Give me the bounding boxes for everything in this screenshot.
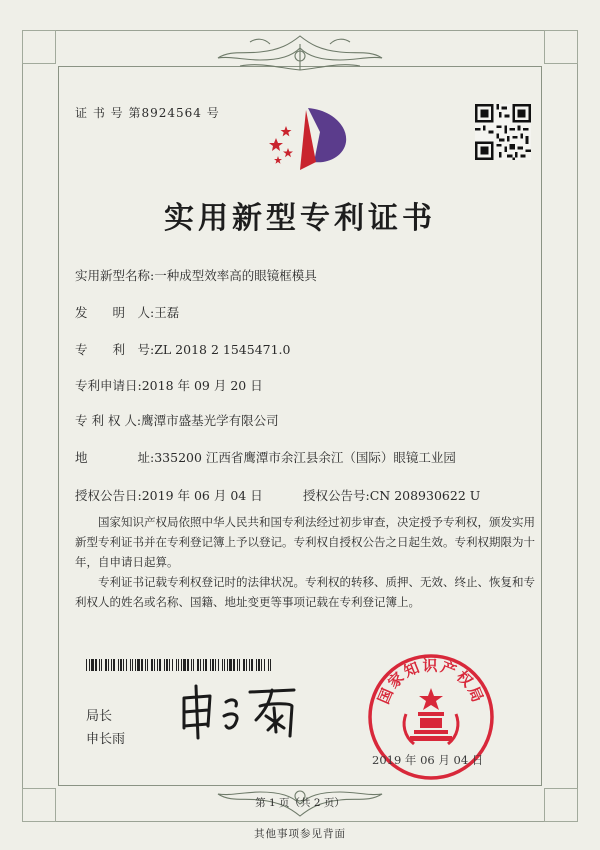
certificate-title: 实用新型专利证书 [164,201,436,236]
field-value: 鹰潭市盛基光学有限公司 [141,413,279,428]
seal-date: 2019 年 06 月 04 日 [372,753,484,767]
signatory-name: 申长雨 [86,732,126,747]
body-paragraph-1: 国家知识产权局依照中华人民共和国专利法经过初步审查，决定授予专利权，颁发实用新型专利证书并在专利登记簿上予以登记。专利权自授权公告之日起生效。专利权期限为十年，自申请日起算。 [75,515,535,569]
barcode-icon [86,659,274,671]
field-patent-number [75,340,291,358]
footer-note: 其他事项参见背面 [254,828,346,840]
certificate-number: 证 书 号 第8924564 号 [75,106,220,120]
field-label: 授权公告日: [75,488,142,503]
field-label: 发 明 人: [75,305,155,320]
field-label: 实用新型名称: [75,268,155,283]
signatory-title: 局长 [86,709,113,724]
field-value: 2018 年 09 月 20 日 [141,378,263,393]
field-value: 2019 年 06 月 04 日 [141,488,263,503]
page-number: 第 1 页（共 2 页） [255,797,345,809]
field-patentee [75,411,279,429]
field-filing-date [75,376,263,394]
field-label: 授权公告号: [303,488,370,503]
corner-ornament [22,30,56,64]
field-value: ZL 2018 2 1545471.0 [154,342,291,357]
field-value: CN 208930622 U [369,488,481,503]
field-value: 王磊 [154,305,180,320]
field-grant-date [75,486,263,504]
field-label: 专 利 号: [75,342,155,357]
corner-ornament [544,30,578,64]
field-label: 专 利 权 人: [75,413,142,428]
seal-text: 国家知识产权局 [374,656,488,707]
top-ornament [200,30,400,76]
field-label: 专利申请日: [75,378,142,393]
field-address [75,448,456,466]
field-inventor [75,303,179,321]
handwritten-signature-icon [176,676,306,746]
qr-code-icon [475,104,531,160]
field-label: 地 址: [75,450,155,465]
field-grant-number [303,486,480,504]
cnipa-logo-icon [262,102,352,174]
body-paragraph-2: 专利证书记载专利权登记时的法律状况。专利权的转移、质押、无效、终止、恢复和专利权人的姓名或名称、国籍、地址变更等事项记载在专利登记簿上。 [75,575,535,609]
field-value: 335200 江西省鹰潭市余江县余江（国际）眼镜工业园 [154,450,456,465]
field-utility-model-name [75,266,317,284]
field-value: 一种成型效率高的眼镜框模具 [154,268,317,283]
